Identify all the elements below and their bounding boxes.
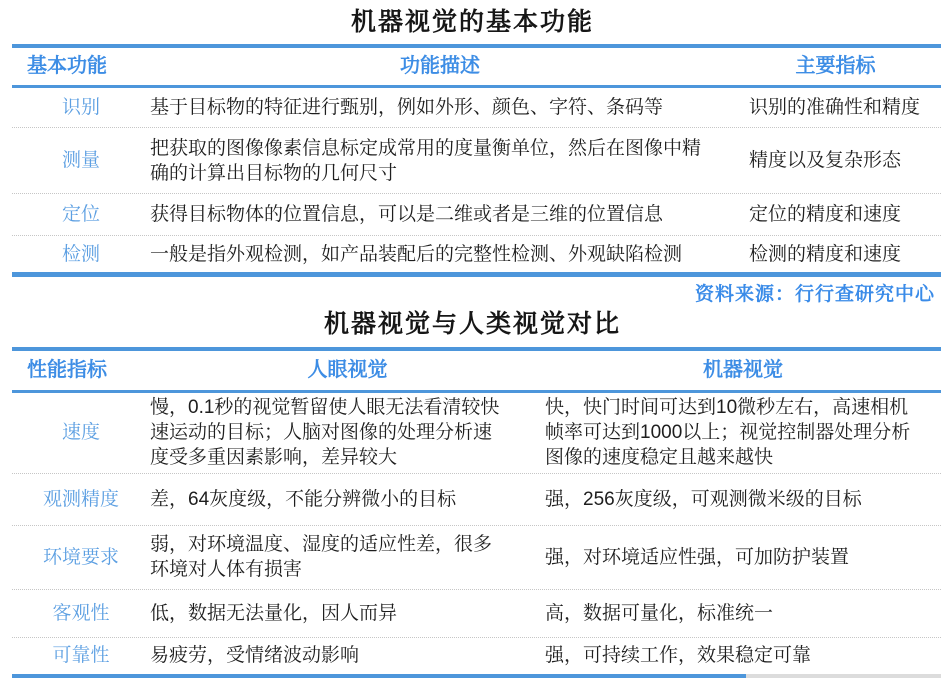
row-indicator: 识别的准确性和精度	[730, 95, 941, 120]
machine-vision-cell: 快，快门时间可达到10微秒左右，高速相机帧率可达到1000以上；视觉控制器处理分析图像的速度稳定且越来越快	[545, 395, 941, 470]
table2-bottom-border	[12, 674, 941, 678]
table1-bottom-border	[12, 272, 941, 277]
human-vision-cell: 易疲劳，受情绪波动影响	[150, 643, 545, 668]
row-indicator: 精度以及复杂形态	[730, 148, 941, 173]
table-row	[12, 128, 941, 194]
row-indicator: 定位的精度和速度	[730, 202, 941, 227]
row-label: 识别	[12, 95, 150, 120]
basic-functions-table	[12, 44, 941, 277]
machine-vision-cell: 强，256灰度级，可观测微米级的目标	[545, 487, 941, 512]
row-label: 可靠性	[12, 643, 150, 668]
table2-header-machine: 机器视觉	[545, 358, 941, 383]
row-label: 检测	[12, 242, 150, 267]
row-description: 一般是指外观检测，如产品装配后的完整性检测、外观缺陷检测	[150, 242, 730, 267]
row-indicator: 检测的精度和速度	[730, 242, 941, 267]
table2-title: 机器视觉与人类视觉对比	[0, 308, 945, 341]
human-vision-cell: 慢，0.1秒的视觉暂留使人眼无法看清较快速运动的目标；人脑对图像的处理分析速度受多重因素影响，差异较大	[150, 395, 545, 470]
row-description: 基于目标物的特征进行甄别，例如外形、颜色、字符、条码等	[150, 95, 730, 120]
table-row	[12, 638, 941, 674]
table1-header-function: 基本功能	[12, 54, 150, 79]
table-row	[12, 393, 941, 474]
row-label: 测量	[12, 148, 150, 173]
vision-comparison-table	[12, 347, 941, 678]
table-row	[12, 526, 941, 590]
table1-header-description: 功能描述	[150, 54, 730, 79]
row-label: 观测精度	[12, 487, 150, 512]
machine-vision-cell: 强，可持续工作，效果稳定可靠	[545, 643, 941, 668]
human-vision-cell: 弱，对环境温度、湿度的适应性差，很多环境对人体有损害	[150, 532, 545, 582]
table1-header-indicator: 主要指标	[730, 54, 941, 79]
table-row	[12, 590, 941, 638]
human-vision-cell: 低，数据无法量化，因人而异	[150, 601, 545, 626]
table-row	[12, 474, 941, 526]
table1-header-row	[12, 48, 941, 88]
table-row	[12, 194, 941, 236]
table2-header-row	[12, 351, 941, 393]
table1-title: 机器视觉的基本功能	[0, 0, 945, 38]
table2-header-metric: 性能指标	[12, 358, 150, 383]
data-source-credit: 资料来源：行行查研究中心	[0, 282, 945, 306]
row-label: 环境要求	[12, 545, 150, 570]
row-description: 获得目标物体的位置信息，可以是二维或者是三维的位置信息	[150, 202, 730, 227]
table-row	[12, 236, 941, 272]
row-label: 客观性	[12, 601, 150, 626]
row-label: 速度	[12, 420, 150, 445]
row-label: 定位	[12, 202, 150, 227]
table2-header-human: 人眼视觉	[150, 358, 545, 383]
machine-vision-cell: 高，数据可量化，标准统一	[545, 601, 941, 626]
human-vision-cell: 差，64灰度级，不能分辨微小的目标	[150, 487, 545, 512]
machine-vision-cell: 强，对环境适应性强，可加防护装置	[545, 545, 941, 570]
table-row	[12, 88, 941, 128]
row-description: 把获取的图像像素信息标定成常用的度量衡单位，然后在图像中精确的计算出目标物的几何尺寸	[150, 136, 730, 186]
